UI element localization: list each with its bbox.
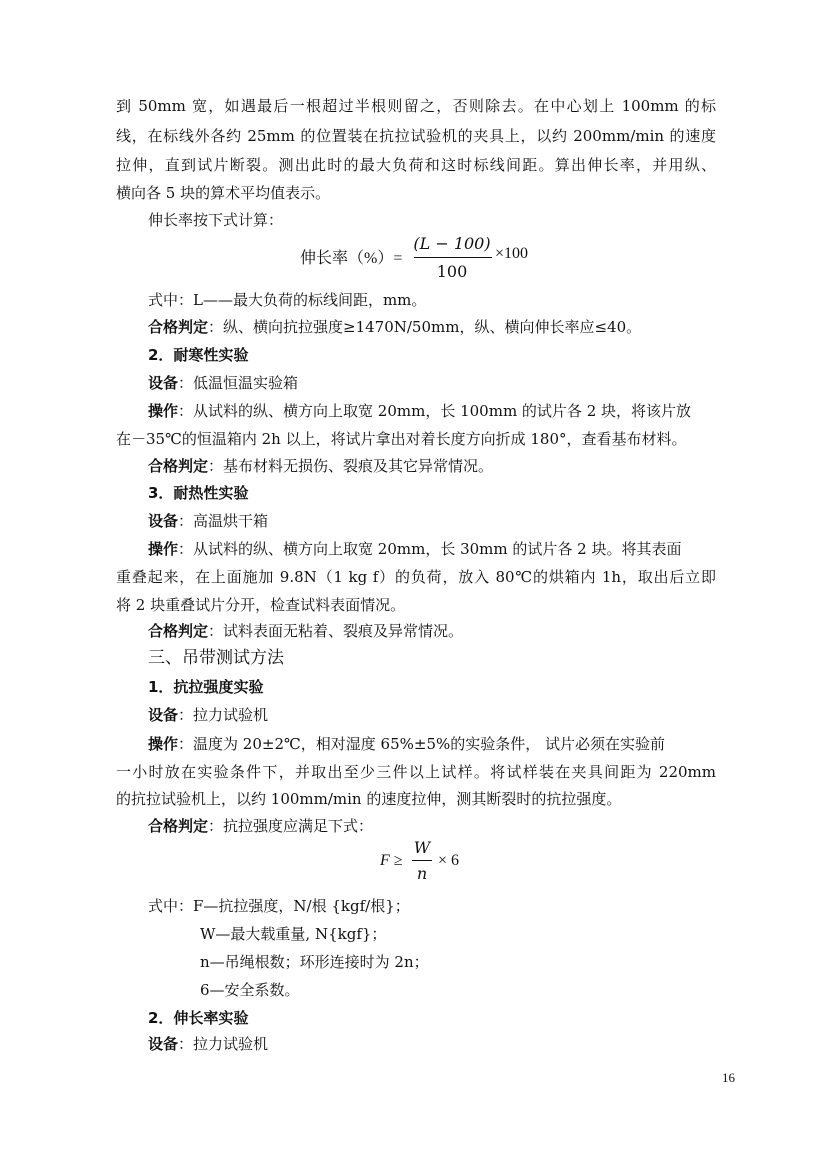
equipment-line: 设备：低温恒温实验箱: [148, 374, 299, 392]
formula-denominator: 100: [436, 262, 468, 281]
formula-denominator: n: [416, 864, 428, 883]
operation-line: 在－35℃的恒温箱内 2h 以上，将试片拿出对着长度方向折成 180°，查看基布材料。: [116, 430, 687, 448]
page-number: 16: [722, 1070, 735, 1085]
section-title: 2．耐寒性实验: [148, 346, 249, 364]
operation-line: 重叠起来，在上面施加 9.8N（1 kg f）的负荷，放入 80℃的烘箱内 1h，取出后立即: [116, 568, 716, 586]
paragraph-line: 拉伸，直到试片断裂。测出此时的最大负荷和这时标线间距。算出伸长率，并用纵、: [116, 156, 716, 174]
pass-criteria: 合格判定：基布材料无损伤、裂痕及其它异常情况。: [148, 457, 494, 475]
section-title: 3．耐热性实验: [148, 484, 249, 502]
fraction-bar: [412, 860, 432, 861]
chapter-heading: 三、吊带测试方法: [148, 648, 284, 668]
pass-criteria: 合格判定：抗拉强度应满足下式：: [148, 817, 374, 835]
fraction-bar: [414, 257, 492, 258]
formula-legend: n—吊绳根数；环形连接时为 2n；: [200, 953, 429, 971]
formula-legend: 式中：L——最大负荷的标线间距，mm。: [148, 291, 427, 309]
operation-line: 操作：从试料的纵、横方向上取宽 20mm，长 100mm 的试片各 2 块，将该片放: [148, 402, 692, 420]
equipment-line: 设备：拉力试验机: [148, 1035, 269, 1053]
formula-lhs: F ≥: [380, 852, 403, 869]
section-title: 1．抗拉强度实验: [148, 678, 264, 696]
paragraph-line: 线，在标线外各约 25mm 的位置装在抗拉试验机的夹具上，以约 200mm/min 的速度: [116, 127, 716, 145]
paragraph-line: 到 50mm 宽，如遇最后一根超过半根则留之，否则除去。在中心划上 100mm 的标: [116, 97, 716, 115]
formula-rhs: × 6: [438, 852, 460, 869]
formula-intro: 伸长率按下式计算：: [148, 211, 284, 229]
operation-line: 操作：从试料的纵、横方向上取宽 20mm，长 30mm 的试片各 2 块。将其表面: [148, 540, 682, 558]
operation-line: 将 2 块重叠试片分开，检查试料表面情况。: [116, 596, 406, 614]
formula-legend: W—最大载重量, N{kgf}；: [200, 925, 387, 943]
formula-legend: 6—安全系数。: [200, 981, 300, 999]
pass-criteria: 合格判定：试料表面无粘着、裂痕及异常情况。: [148, 622, 464, 640]
label: 合格判定: [148, 318, 209, 336]
operation-line: 一小时放在实验条件下，并取出至少三件以上试样。将试样装在夹具间距为 220mm: [116, 763, 716, 781]
section-title: 2．伸长率实验: [148, 1009, 249, 1027]
pass-criteria: 合格判定：纵、横向抗拉强度≥1470N/50mm，纵、横向伸长率应≤40。: [148, 318, 642, 336]
equipment-line: 设备：高温烘干箱: [148, 512, 269, 530]
formula-numerator: (L − 100): [413, 234, 491, 253]
formula-legend: 式中：F—抗拉强度，N/根 {kgf/根}；: [148, 897, 410, 915]
paragraph-line: 横向各 5 块的算术平均值表示。: [116, 184, 331, 202]
formula-rhs: ×100: [495, 245, 529, 262]
operation-line: 的抗拉试验机上，以约 100mm/min 的速度拉伸，测其断裂时的抗拉强度。: [116, 790, 622, 808]
formula-numerator: W: [413, 838, 431, 857]
formula-lhs: 伸长率（%）=: [300, 250, 403, 267]
operation-line: 操作：温度为 20±2℃，相对湿度 65%±5%的实验条件， 试片必须在实验前: [148, 735, 666, 753]
equipment-line: 设备：拉力试验机: [148, 706, 269, 724]
